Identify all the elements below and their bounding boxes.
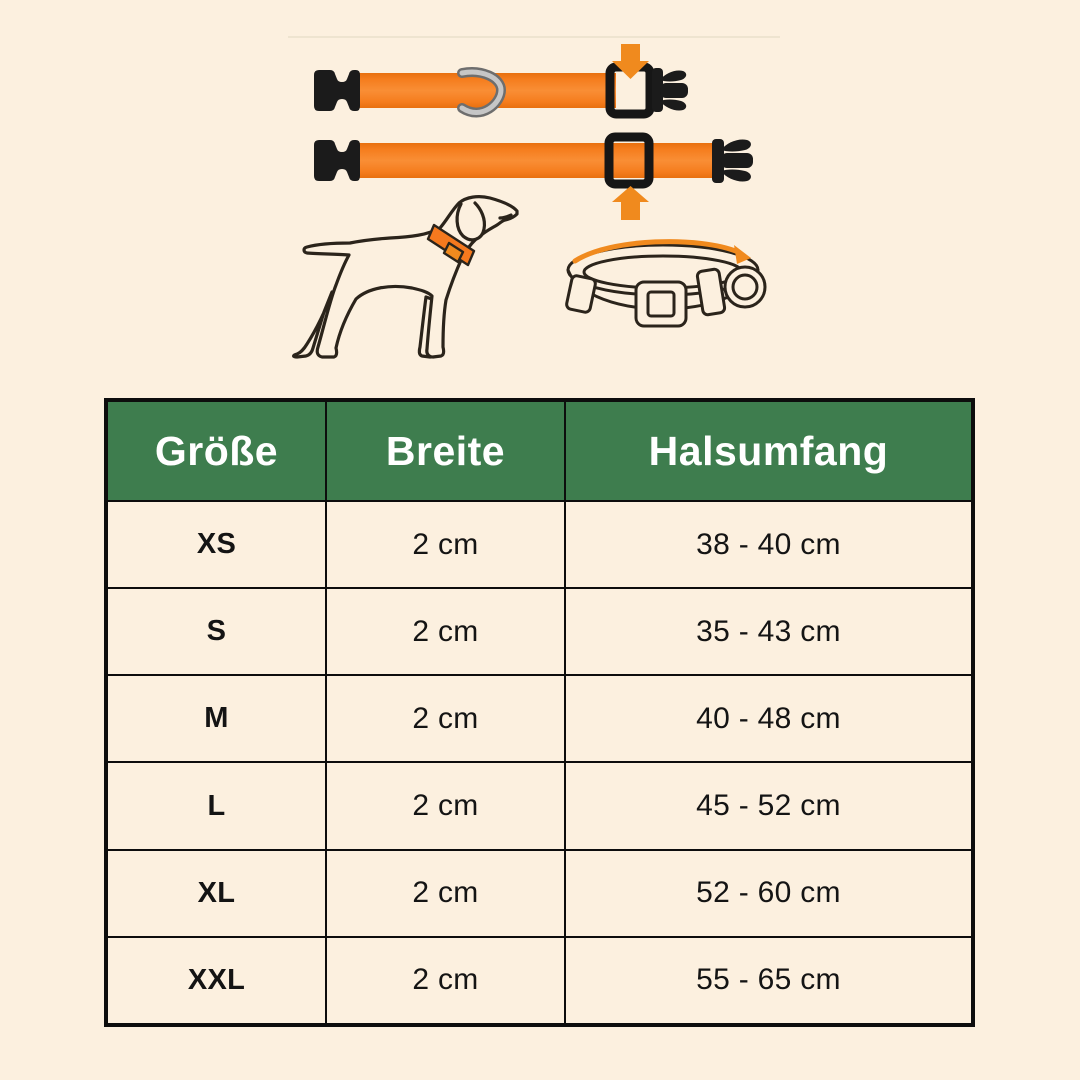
collar-bottom-illustration [314, 137, 753, 220]
cell-width: 2 cm [326, 675, 565, 762]
cell-size: L [107, 762, 326, 849]
column-header-width: Breite [326, 401, 565, 501]
down-arrow-icon [612, 44, 649, 79]
column-header-circumference: Halsumfang [565, 401, 972, 501]
cell-circumference: 40 - 48 cm [565, 675, 972, 762]
cell-width: 2 cm [326, 937, 565, 1024]
cell-circumference: 45 - 52 cm [565, 762, 972, 849]
cell-size: XS [107, 501, 326, 588]
ring-buckle-icon [636, 282, 686, 326]
dog-ear [457, 203, 484, 240]
collar-ring-illustration [566, 242, 765, 326]
ring-d-ring-icon [725, 267, 765, 307]
buckle-male-icon [652, 68, 688, 112]
cell-width: 2 cm [326, 501, 565, 588]
buckle-female-icon [314, 70, 360, 111]
cell-size: M [107, 675, 326, 762]
size-table [104, 398, 975, 1027]
product-illustrations [270, 28, 810, 398]
up-arrow-icon [612, 186, 649, 220]
buckle-female-icon [314, 140, 360, 181]
cell-circumference: 35 - 43 cm [565, 588, 972, 675]
cell-circumference: 55 - 65 cm [565, 937, 972, 1024]
ring-strap-loop [697, 269, 726, 316]
collar-top-illustration [314, 44, 688, 114]
cell-width: 2 cm [326, 762, 565, 849]
cell-size: XL [107, 850, 326, 937]
cell-size: S [107, 588, 326, 675]
cell-circumference: 38 - 40 cm [565, 501, 972, 588]
buckle-male-icon [712, 139, 753, 183]
cell-width: 2 cm [326, 588, 565, 675]
cell-circumference: 52 - 60 cm [565, 850, 972, 937]
cell-size: XXL [107, 937, 326, 1024]
dog-illustration [294, 197, 517, 357]
ring-slider-icon [566, 275, 597, 313]
cell-width: 2 cm [326, 850, 565, 937]
column-header-size: Größe [107, 401, 326, 501]
